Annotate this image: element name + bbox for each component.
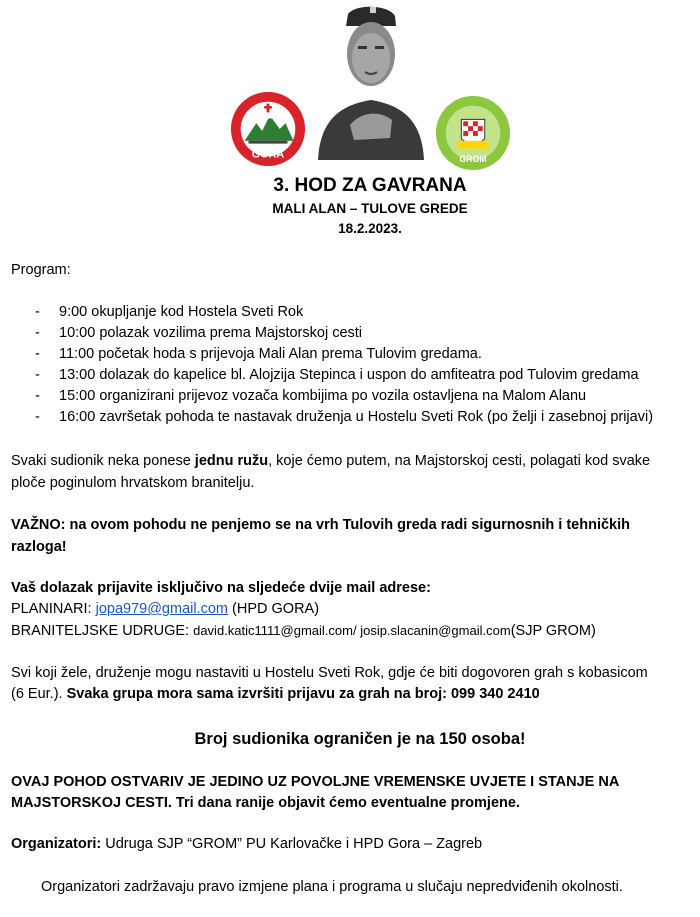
branitelji-label: BRANITELJSKE UDRUGE: [11,623,194,639]
program-label: Program: [11,262,71,278]
hostel-paragraph-line2 [11,686,540,702]
event-route: MALI ALAN – TULOVE GREDE [272,201,468,216]
weather-notice-line1: OVAJ POHOD OSTVARIV JE JEDINO UZ POVOLJNE VREMENSKE UVJETE I STANJE NA [11,774,620,790]
organizers-label: Organizatori: [11,836,102,852]
list-bullet: - [35,304,40,320]
program-item-text: 11:00 početak hoda s prijevoja Mali Alan prema Tulovim gredama. [59,346,482,362]
program-item-text: 16:00 završetak pohoda te nastavak druženja u Hostelu Sveti Rok (po želji i zasebnoj prijavi) [59,409,654,425]
list-bullet: - [35,367,40,383]
registration-planinari [11,601,319,617]
list-bullet: - [35,325,40,341]
hpd-gora-logo [229,90,307,168]
rose-text-post: , koje ćemo putem, na Majstorskoj cesti, polagati kod svake [268,453,651,469]
organizers [11,836,482,852]
weather-notice-line2: MAJSTORSKOJ CESTI. Tri dana ranije objavit ćemo eventualne promjene. [11,795,520,811]
program-item-text: 9:00 okupljanje kod Hostela Sveti Rok [59,304,304,320]
rose-text-bold: jednu ružu [194,453,269,469]
grom-logo-text: GROM [459,154,487,165]
program-item [0,388,700,408]
program-item-text: 10:00 polazak vozilima prema Majstorskoj cesti [59,325,363,341]
event-date: 18.2.2023. [338,221,402,236]
event-title: 3. HOD ZA GAVRANA [273,175,467,196]
hostel-registration-phone: Svaka grupa mora sama izvršiti prijavu za grah na broj: 099 340 2410 [66,686,540,702]
branitelji-org: (SJP GROM) [510,623,596,639]
planinari-label: PLANINARI: [11,601,96,617]
important-notice-line1: VAŽNO: na ovom pohodu ne penjemo se na vrh Tulovih greda radi sigurnosnih i tehničkih [11,517,630,533]
participant-limit: Broj sudionika ograničen je na 150 osoba! [194,730,526,748]
gora-logo-text: GORA [251,148,285,161]
program-item [0,367,700,387]
list-bullet: - [35,346,40,362]
list-bullet: - [35,409,40,425]
sjp-grom-logo [434,94,512,172]
program-item [0,346,700,366]
program-item [0,325,700,345]
program-item [0,409,700,429]
footer-disclaimer: Organizatori zadržavaju pravo izmjene plana i programa u slučaju nepredviđenih okolnosti. [41,879,623,895]
registration-branitelji [11,623,596,639]
hostel-paragraph-line1: Svi koji žele, druženje mogu nastaviti u Hostelu Sveti Rok, gdje će biti dogovoren grah s kobasicom [11,665,648,681]
planinari-org: (HPD GORA) [228,601,320,617]
program-item [0,304,700,324]
hostel-price: (6 Eur.). [11,686,67,702]
registration-heading: Vaš dolazak prijavite isključivo na sljedeće dvije mail adrese: [11,580,431,596]
rose-text-pre: Svaki sudionik neka ponese [11,453,195,469]
program-item-text: 15:00 organizirani prijevoz vozača kombijima po vozila ostavljena na Malom Alanu [59,388,587,404]
list-bullet: - [35,388,40,404]
organizers-text: Udruga SJP “GROM” PU Karlovačke i HPD Gora – Zagreb [101,836,483,852]
rose-paragraph-line1 [11,453,650,469]
rose-paragraph-line2: ploče poginulom hrvatskom branitelju. [11,475,255,491]
memorial-portrait-photo [310,0,432,160]
branitelji-emails[interactable]: david.katic1111@gmail.com/ josip.slacanin@gmail.com [193,623,511,638]
important-notice-line2: razloga! [11,539,67,555]
program-item-text: 13:00 dolazak do kapelice bl. Alojzija Stepinca i uspon do amfiteatra pod Tulovim gredama [59,367,639,383]
planinari-email-link[interactable]: jopa979@gmail.com [95,601,229,617]
